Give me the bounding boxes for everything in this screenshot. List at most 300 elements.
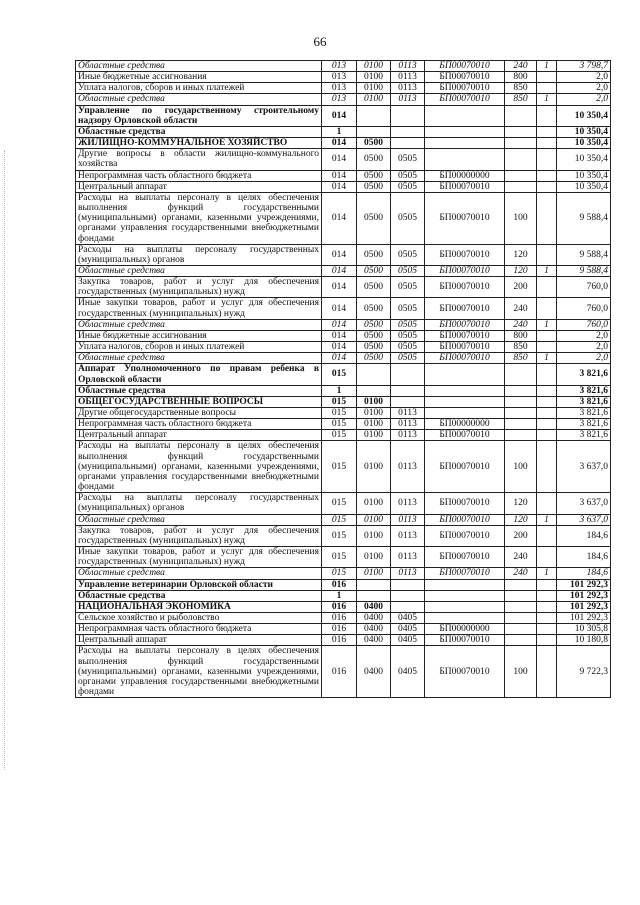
gr-code: 1 — [322, 385, 357, 396]
amount: 9 588,4 — [557, 192, 611, 244]
amount: 101 292,3 — [557, 612, 611, 623]
amount: 101 292,3 — [557, 601, 611, 612]
row-name: Расходы на выплаты персоналу государственных (муниципальных) органов — [76, 244, 322, 265]
rz-code: 0100 — [357, 396, 391, 407]
amount: 184,6 — [557, 525, 611, 546]
vr-code: 200 — [505, 525, 537, 546]
rz-code: 0500 — [357, 170, 391, 181]
row-name: Сельское хозяйство и рыболовство — [76, 612, 322, 623]
csr-code: БП00070010 — [425, 646, 505, 698]
gr-code: 014 — [322, 244, 357, 265]
csr-code — [425, 590, 505, 601]
source-code — [537, 408, 557, 419]
vr-code: 120 — [505, 244, 537, 265]
csr-code: БП00070010 — [425, 94, 505, 105]
csr-code: БП00070010 — [425, 319, 505, 330]
row-name: Иные бюджетные ассигнования — [76, 72, 322, 83]
rz-code: 0100 — [357, 514, 391, 525]
csr-code — [425, 601, 505, 612]
row-name: Закупка товаров, работ и услуг для обеспечения государственных (муниципальных) нужд — [76, 525, 322, 546]
source-code — [537, 525, 557, 546]
vr-code: 100 — [505, 646, 537, 698]
csr-code: БП00070010 — [425, 514, 505, 525]
vr-code: 800 — [505, 72, 537, 83]
row-name: Другие вопросы в области жилищно-коммунального хозяйства — [76, 149, 322, 170]
pr-code — [391, 590, 425, 601]
gr-code: 014 — [322, 330, 357, 341]
table-row — [76, 624, 611, 635]
pr-code: 0505 — [391, 330, 425, 341]
vr-code: 100 — [505, 441, 537, 493]
amount: 3 637,0 — [557, 493, 611, 514]
source-code: 1 — [537, 353, 557, 364]
gr-code: 014 — [322, 192, 357, 244]
amount: 9 588,4 — [557, 244, 611, 265]
table-row — [76, 364, 611, 385]
amount: 3 798,7 — [557, 61, 611, 72]
gr-code: 015 — [322, 514, 357, 525]
rz-code: 0400 — [357, 624, 391, 635]
amount: 2,0 — [557, 94, 611, 105]
source-code — [537, 170, 557, 181]
rz-code — [357, 126, 391, 137]
rz-code: 0100 — [357, 408, 391, 419]
gr-code: 1 — [322, 126, 357, 137]
source-code — [537, 181, 557, 192]
rz-code: 0100 — [357, 547, 391, 568]
amount: 3 821,6 — [557, 419, 611, 430]
table-row — [76, 244, 611, 265]
amount: 3 821,6 — [557, 364, 611, 385]
row-name: Расходы на выплаты персоналу государственных (муниципальных) органов — [76, 493, 322, 514]
vr-code — [505, 364, 537, 385]
amount: 3 821,6 — [557, 396, 611, 407]
csr-code: БП00070010 — [425, 181, 505, 192]
pr-code: 0505 — [391, 181, 425, 192]
source-code — [537, 364, 557, 385]
source-code — [537, 149, 557, 170]
source-code: 1 — [537, 94, 557, 105]
vr-code: 120 — [505, 514, 537, 525]
row-name: Областные средства — [76, 126, 322, 137]
pr-code: 0405 — [391, 624, 425, 635]
csr-code — [425, 579, 505, 590]
pr-code — [391, 385, 425, 396]
amount: 10 350,4 — [557, 181, 611, 192]
vr-code: 240 — [505, 547, 537, 568]
pr-code: 0505 — [391, 277, 425, 298]
amount: 3 637,0 — [557, 514, 611, 525]
gr-code: 014 — [322, 353, 357, 364]
row-name: Областные средства — [76, 319, 322, 330]
row-name: Расходы на выплаты персоналу в целях обеспечения выполнения функций государственными (муниципальными) органами, казенными учреждениями, органами управления государственными внебюджетными фондами — [76, 646, 322, 698]
gr-code: 014 — [322, 298, 357, 319]
source-code — [537, 430, 557, 441]
pr-code: 0113 — [391, 547, 425, 568]
rz-code: 0400 — [357, 601, 391, 612]
pr-code: 0113 — [391, 408, 425, 419]
source-code — [537, 298, 557, 319]
gr-code: 015 — [322, 547, 357, 568]
source-code: 1 — [537, 265, 557, 276]
source-code — [537, 83, 557, 94]
rz-code: 0500 — [357, 265, 391, 276]
table-row — [76, 514, 611, 525]
table-row — [76, 126, 611, 137]
csr-code — [425, 364, 505, 385]
csr-code: БП00070010 — [425, 568, 505, 579]
source-code — [537, 419, 557, 430]
csr-code: БП00070010 — [425, 244, 505, 265]
pr-code: 0505 — [391, 265, 425, 276]
source-code — [537, 646, 557, 698]
vr-code: 240 — [505, 61, 537, 72]
vr-code — [505, 105, 537, 126]
row-name: Управление по государственному строительному надзору Орловской области — [76, 105, 322, 126]
rz-code: 0100 — [357, 568, 391, 579]
row-name: ЖИЛИЩНО-КОММУНАЛЬНОЕ ХОЗЯЙСТВО — [76, 138, 322, 149]
vr-code — [505, 430, 537, 441]
table-row — [76, 396, 611, 407]
vr-code — [505, 149, 537, 170]
table-row — [76, 601, 611, 612]
source-code — [537, 624, 557, 635]
csr-code: БП00070010 — [425, 342, 505, 353]
vr-code: 200 — [505, 277, 537, 298]
csr-code: БП00070010 — [425, 430, 505, 441]
gr-code: 015 — [322, 364, 357, 385]
table-row — [76, 192, 611, 244]
row-name: ОБЩЕГОСУДАРСТВЕННЫЕ ВОПРОСЫ — [76, 396, 322, 407]
pr-code: 0113 — [391, 568, 425, 579]
csr-code: БП00070010 — [425, 265, 505, 276]
pr-code — [391, 126, 425, 137]
amount: 2,0 — [557, 83, 611, 94]
rz-code: 0500 — [357, 342, 391, 353]
amount: 10 350,4 — [557, 105, 611, 126]
pr-code: 0113 — [391, 441, 425, 493]
vr-code — [505, 181, 537, 192]
table-row — [76, 419, 611, 430]
row-name: Управление ветеринарии Орловской области — [76, 579, 322, 590]
table-row — [76, 493, 611, 514]
vr-code: 850 — [505, 94, 537, 105]
source-code — [537, 547, 557, 568]
rz-code: 0100 — [357, 72, 391, 83]
gr-code: 013 — [322, 72, 357, 83]
gr-code: 013 — [322, 94, 357, 105]
amount: 2,0 — [557, 330, 611, 341]
gr-code: 015 — [322, 568, 357, 579]
amount: 760,0 — [557, 319, 611, 330]
rz-code: 0500 — [357, 149, 391, 170]
pr-code — [391, 601, 425, 612]
vr-code: 240 — [505, 568, 537, 579]
vr-code: 120 — [505, 493, 537, 514]
binding-margin-mark — [4, 150, 6, 770]
gr-code: 014 — [322, 342, 357, 353]
amount: 9 588,4 — [557, 265, 611, 276]
gr-code: 014 — [322, 138, 357, 149]
csr-code — [425, 408, 505, 419]
row-name: Другие общегосударственные вопросы — [76, 408, 322, 419]
rz-code: 0100 — [357, 430, 391, 441]
pr-code: 0505 — [391, 319, 425, 330]
gr-code: 015 — [322, 493, 357, 514]
gr-code: 015 — [322, 419, 357, 430]
rz-code: 0500 — [357, 353, 391, 364]
rz-code — [357, 579, 391, 590]
vr-code — [505, 408, 537, 419]
csr-code: БП00000000 — [425, 419, 505, 430]
csr-code: БП00070010 — [425, 635, 505, 646]
vr-code — [505, 385, 537, 396]
csr-code: БП00070010 — [425, 83, 505, 94]
rz-code: 0100 — [357, 94, 391, 105]
table-row — [76, 94, 611, 105]
gr-code: 014 — [322, 265, 357, 276]
gr-code: 016 — [322, 601, 357, 612]
csr-code: БП00070010 — [425, 298, 505, 319]
source-code: 1 — [537, 61, 557, 72]
pr-code: 0113 — [391, 83, 425, 94]
row-name: Областные средства — [76, 385, 322, 396]
rz-code: 0500 — [357, 330, 391, 341]
row-name: Областные средства — [76, 514, 322, 525]
rz-code: 0500 — [357, 277, 391, 298]
rz-code — [357, 385, 391, 396]
amount: 101 292,3 — [557, 579, 611, 590]
vr-code — [505, 138, 537, 149]
csr-code: БП00070010 — [425, 547, 505, 568]
gr-code: 015 — [322, 396, 357, 407]
pr-code: 0113 — [391, 493, 425, 514]
source-code — [537, 441, 557, 493]
pr-code: 0113 — [391, 61, 425, 72]
gr-code: 016 — [322, 624, 357, 635]
table-row — [76, 547, 611, 568]
row-name: Расходы на выплаты персоналу в целях обеспечения выполнения функций государственными (муниципальными) органами, казенными учреждениями, органами управления государственными внебюджетными фондами — [76, 192, 322, 244]
pr-code: 0505 — [391, 192, 425, 244]
vr-code: 850 — [505, 353, 537, 364]
gr-code: 016 — [322, 635, 357, 646]
rz-code: 0100 — [357, 525, 391, 546]
csr-code: БП00070010 — [425, 353, 505, 364]
rz-code: 0100 — [357, 83, 391, 94]
page-number: 66 — [313, 34, 327, 49]
rz-code: 0500 — [357, 138, 391, 149]
amount: 101 292,3 — [557, 590, 611, 601]
rz-code: 0500 — [357, 298, 391, 319]
pr-code: 0405 — [391, 635, 425, 646]
row-name: Расходы на выплаты персоналу в целях обеспечения выполнения функций государственными (муниципальными) органами, казенными учреждениями, органами управления государственными внебюджетными фондами — [76, 441, 322, 493]
gr-code: 014 — [322, 319, 357, 330]
table-row — [76, 319, 611, 330]
pr-code — [391, 579, 425, 590]
csr-code — [425, 612, 505, 623]
gr-code: 015 — [322, 525, 357, 546]
rz-code: 0100 — [357, 61, 391, 72]
row-name: Иные закупки товаров, работ и услуг для обеспечения государственных (муниципальных) нужд — [76, 298, 322, 319]
amount: 2,0 — [557, 353, 611, 364]
pr-code — [391, 105, 425, 126]
table-row — [76, 612, 611, 623]
rz-code: 0500 — [357, 181, 391, 192]
pr-code: 0505 — [391, 353, 425, 364]
vr-code — [505, 590, 537, 601]
gr-code: 013 — [322, 61, 357, 72]
amount: 184,6 — [557, 568, 611, 579]
source-code — [537, 590, 557, 601]
row-name: Иные закупки товаров, работ и услуг для обеспечения государственных (муниципальных) нужд — [76, 547, 322, 568]
table-row — [76, 430, 611, 441]
row-name: Иные бюджетные ассигнования — [76, 330, 322, 341]
pr-code: 0113 — [391, 514, 425, 525]
table-row — [76, 83, 611, 94]
table-row — [76, 138, 611, 149]
gr-code: 013 — [322, 83, 357, 94]
table-row — [76, 646, 611, 698]
source-code — [537, 138, 557, 149]
row-name: Непрограммная часть областного бюджета — [76, 170, 322, 181]
rz-code — [357, 590, 391, 601]
table-row — [76, 72, 611, 83]
rz-code — [357, 105, 391, 126]
vr-code: 850 — [505, 342, 537, 353]
row-name: Областные средства — [76, 353, 322, 364]
vr-code — [505, 579, 537, 590]
source-code — [537, 601, 557, 612]
gr-code: 016 — [322, 612, 357, 623]
row-name: Центральный аппарат — [76, 635, 322, 646]
csr-code: БП00070010 — [425, 277, 505, 298]
vr-code — [505, 126, 537, 137]
table-row — [76, 265, 611, 276]
table-row — [76, 61, 611, 72]
gr-code: 1 — [322, 590, 357, 601]
table-row — [76, 441, 611, 493]
source-code — [537, 277, 557, 298]
table-row — [76, 590, 611, 601]
csr-code: БП00000000 — [425, 624, 505, 635]
pr-code: 0505 — [391, 244, 425, 265]
rz-code — [357, 364, 391, 385]
source-code — [537, 192, 557, 244]
pr-code: 0113 — [391, 72, 425, 83]
table-row — [76, 330, 611, 341]
amount: 3 821,6 — [557, 408, 611, 419]
source-code — [537, 385, 557, 396]
amount: 760,0 — [557, 277, 611, 298]
row-name: Уплата налогов, сборов и иных платежей — [76, 342, 322, 353]
pr-code: 0505 — [391, 149, 425, 170]
row-name: Областные средства — [76, 265, 322, 276]
table-row — [76, 408, 611, 419]
gr-code: 014 — [322, 149, 357, 170]
pr-code: 0505 — [391, 170, 425, 181]
source-code — [537, 612, 557, 623]
row-name: Областные средства — [76, 61, 322, 72]
pr-code — [391, 138, 425, 149]
table-row — [76, 635, 611, 646]
vr-code — [505, 635, 537, 646]
row-name: НАЦИОНАЛЬНАЯ ЭКОНОМИКА — [76, 601, 322, 612]
vr-code — [505, 396, 537, 407]
amount: 10 180,8 — [557, 635, 611, 646]
csr-code: БП00070010 — [425, 61, 505, 72]
vr-code — [505, 612, 537, 623]
table-row — [76, 385, 611, 396]
budget-expenditure-table — [75, 60, 611, 698]
row-name: Непрограммная часть областного бюджета — [76, 419, 322, 430]
source-code — [537, 579, 557, 590]
table-row — [76, 568, 611, 579]
pr-code: 0505 — [391, 342, 425, 353]
vr-code: 850 — [505, 83, 537, 94]
rz-code: 0100 — [357, 493, 391, 514]
rz-code: 0400 — [357, 612, 391, 623]
vr-code — [505, 624, 537, 635]
csr-code: БП00070010 — [425, 192, 505, 244]
source-code — [537, 635, 557, 646]
source-code — [537, 244, 557, 265]
source-code — [537, 493, 557, 514]
vr-code: 100 — [505, 192, 537, 244]
rz-code: 0500 — [357, 319, 391, 330]
amount: 184,6 — [557, 547, 611, 568]
pr-code: 0505 — [391, 298, 425, 319]
csr-code — [425, 149, 505, 170]
vr-code — [505, 419, 537, 430]
vr-code — [505, 170, 537, 181]
amount: 3 821,6 — [557, 430, 611, 441]
gr-code: 016 — [322, 646, 357, 698]
pr-code: 0405 — [391, 612, 425, 623]
source-code: 1 — [537, 514, 557, 525]
gr-code: 015 — [322, 430, 357, 441]
row-name: Областные средства — [76, 590, 322, 601]
source-code — [537, 105, 557, 126]
row-name: Непрограммная часть областного бюджета — [76, 624, 322, 635]
pr-code: 0113 — [391, 525, 425, 546]
csr-code: БП00070010 — [425, 330, 505, 341]
vr-code: 120 — [505, 265, 537, 276]
rz-code: 0100 — [357, 441, 391, 493]
gr-code: 014 — [322, 181, 357, 192]
table-row — [76, 525, 611, 546]
csr-code: БП00000000 — [425, 170, 505, 181]
amount: 3 821,6 — [557, 385, 611, 396]
rz-code: 0500 — [357, 244, 391, 265]
vr-code: 240 — [505, 298, 537, 319]
row-name: Центральный аппарат — [76, 181, 322, 192]
gr-code: 015 — [322, 408, 357, 419]
row-name: Уплата налогов, сборов и иных платежей — [76, 83, 322, 94]
table-row — [76, 181, 611, 192]
vr-code: 240 — [505, 319, 537, 330]
amount: 10 350,4 — [557, 170, 611, 181]
table-row — [76, 105, 611, 126]
csr-code — [425, 105, 505, 126]
table-row — [76, 277, 611, 298]
source-code: 1 — [537, 319, 557, 330]
csr-code: БП00070010 — [425, 525, 505, 546]
amount: 10 350,4 — [557, 126, 611, 137]
csr-code: БП00070010 — [425, 441, 505, 493]
gr-code: 016 — [322, 579, 357, 590]
rz-code: 0400 — [357, 635, 391, 646]
gr-code: 015 — [322, 441, 357, 493]
